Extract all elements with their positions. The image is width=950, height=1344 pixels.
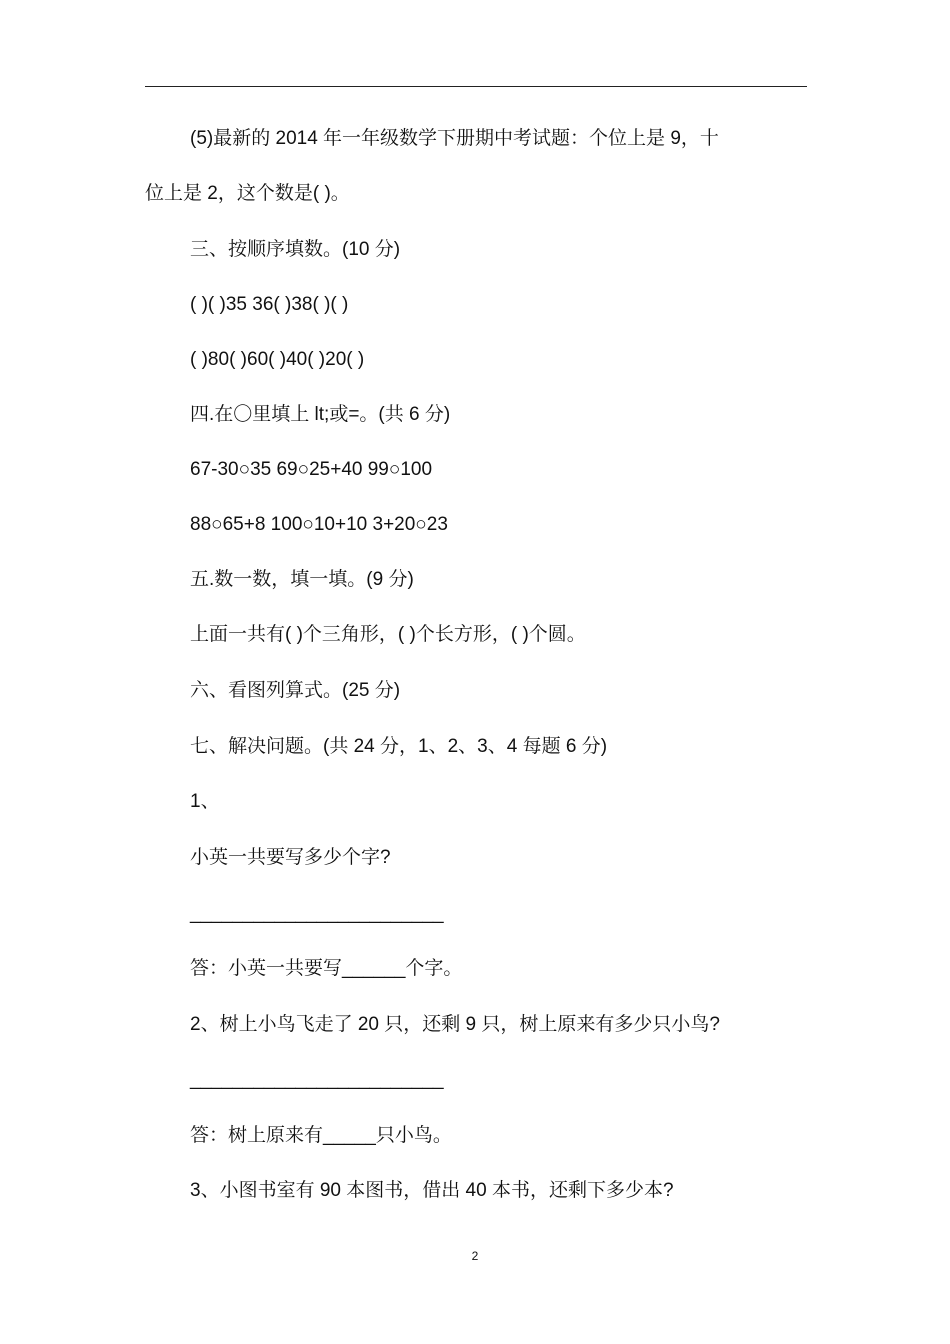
problem-3-question: 3、小图书室有 90 本图书，借出 40 本书，还剩下多少本? <box>190 1180 674 1201</box>
section-seven-heading: 七、解决问题。(共 24 分，1、2、3、4 每题 6 分) <box>190 736 608 757</box>
problem-1-number: 1、 <box>190 791 220 812</box>
section-five-heading: 五.数一数，填一填。(9 分) <box>190 569 414 590</box>
problem-1-work-line: ________________________ <box>190 903 444 924</box>
section-six-heading: 六、看图列算式。(25 分) <box>190 680 401 701</box>
page-number: 2 <box>471 1249 479 1263</box>
sequence-row-2: ( )80( )60( )40( )20( ) <box>190 349 365 370</box>
problem-2-work-line: ________________________ <box>190 1069 444 1090</box>
problem-1-answer: 答：小英一共要写______个字。 <box>190 958 463 979</box>
shape-count-question: 上面一共有( )个三角形，( )个长方形，( )个圆。 <box>190 624 586 645</box>
problem-2-question: 2、树上小鸟飞走了 20 只，还剩 9 只，树上原来有多少只小鸟? <box>190 1014 720 1035</box>
section-four-heading: 四.在〇里填上 lt;或=。(共 6 分) <box>190 404 451 425</box>
question-5-line-2: 位上是 2，这个数是( )。 <box>145 183 350 204</box>
section-three-heading: 三、按顺序填数。(10 分) <box>190 239 401 260</box>
sequence-row-1: ( )( )35 36( )38( )( ) <box>190 294 349 315</box>
question-5-line-1: (5)最新的 2014 年一年级数学下册期中考试题：个位上是 9，十 <box>190 128 719 149</box>
problem-1-question: 小英一共要写多少个字? <box>190 847 391 868</box>
comparison-row-2: 88○65+8 100○10+10 3+20○23 <box>190 514 448 535</box>
problem-2-answer: 答：树上原来有_____只小鸟。 <box>190 1125 452 1146</box>
header-rule <box>145 86 807 87</box>
comparison-row-1: 67-30○35 69○25+40 99○100 <box>190 459 433 480</box>
